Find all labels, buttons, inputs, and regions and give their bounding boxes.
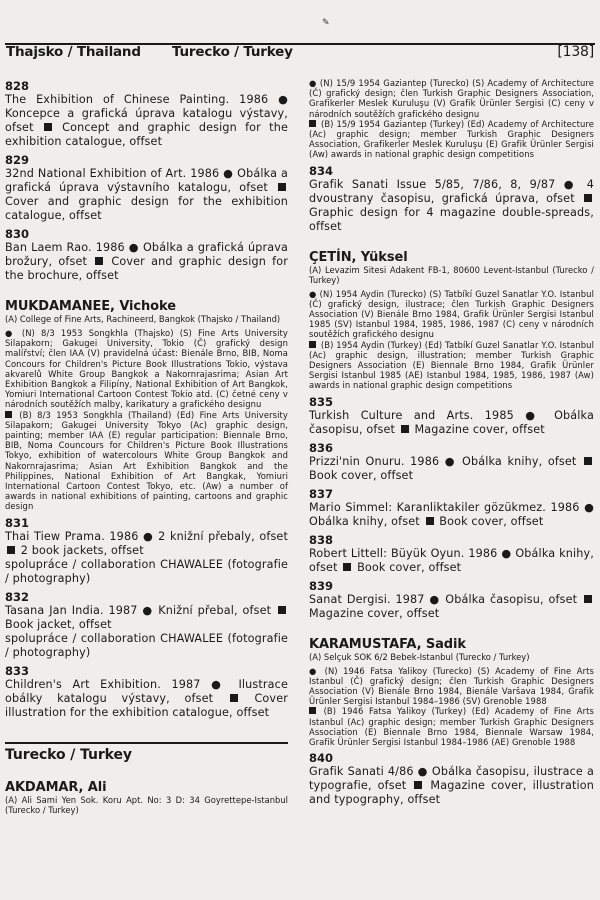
square-bullet-icon <box>584 457 592 465</box>
entry-text-en: Cover and graphic design for the brochure, offset <box>5 255 288 282</box>
entry-text-cz: Turkish Culture and Arts. 1985 ● Obálka časopisu, ofset <box>309 408 594 436</box>
catalogue-entry-839 <box>309 580 594 621</box>
entry-text-cz: Ban Laem Rao. 1986 ● Obálka a grafická úprava brožury, ofset <box>5 241 288 268</box>
artist-address: (A) Selçuk SOK 6/2 Bebek-Istanbul (Turecko / Turkey) <box>309 651 530 662</box>
artist-bio-cz: ● (N) 15/9 1954 Gaziantep (Turecko) (S) Academy of Architecture (Č) grafický design; člen Turkish Graphic Designers Association, Grafikerler Meslek Kuruluşu (V) Grafik Ürünler Sergisi (C) ceny v národních soutěžích grafického designu <box>309 78 594 119</box>
square-bullet-icon <box>584 595 592 603</box>
catalogue-entry-837 <box>309 488 594 529</box>
entry-text-en: Book jacket, offset <box>5 617 112 631</box>
entry-number: 829 <box>5 153 30 167</box>
artist-name: ÇETİN, Yüksel <box>309 249 408 265</box>
square-bullet-icon <box>309 120 316 127</box>
entry-text-cz: Robert Littell: Büyük Oyun. 1986 ● Obálka knihy, ofset <box>309 546 594 574</box>
artist-address: (A) Levazim Sitesi Adakent FB-1, 80600 Levent-Istanbul (Turecko / Turkey) <box>309 264 594 285</box>
print-mark: ✎ <box>322 18 330 28</box>
square-bullet-icon <box>7 546 15 554</box>
entry-number: 833 <box>5 663 30 678</box>
entry-collaboration: spolupráce / collaboration CHAWALEE (fotografie / photography) <box>5 557 288 585</box>
square-bullet-icon <box>309 707 316 714</box>
square-bullet-icon <box>278 606 286 614</box>
square-bullet-icon <box>230 694 238 702</box>
entry-text-cz: The Exhibition of Chinese Painting. 1986 ● Koncepce a grafická úprava katalogu výstavy, ofset <box>5 93 288 134</box>
entry-number: 836 <box>309 440 334 455</box>
artist-bio-en: (B) 1946 Fatsa Yalikoy (Turkey) (Ed) Academy of Fine Arts Istanbul (Ac) graphic design; member Turkish Graphic Designers Association (E) Biennale Brno 1984, Biennale Warsaw 1984, Grafik Ürünler Sergisi Istanbul 1984–1986 (AE) Grenoble 1988 <box>309 706 594 748</box>
square-bullet-icon <box>414 781 422 789</box>
square-bullet-icon <box>401 425 409 433</box>
entry-number: 839 <box>309 578 334 593</box>
artist-bio-en: (B) 8/3 1953 Songkhla (Thailand) (Ed) Fine Arts University Silapakorn; Gakugei University Tokyo (Ac) graphic design, painting; member IAA (E) regular participation: Biennale Brno, BIB, Noma Councours for Children's Picture Book Illustrations Tokyo, exhibition of watercolours White Group Bangkok and Nakornrajasrima; Asian Art Exhibition Bangkok and the Philippines, National Exhibition of Art Bangkak, Yomiuri International Cartoon Contest Tokyo, etc. (Aw) a number of awards in national exhibitions of painting, cartoons and graphic design <box>5 409 288 512</box>
artist-bio-cz: ● (N) 1954 Aydin (Turecko) (S) Tatbíkí Guzel Sanatlar Y.O. Istanbul (Č) grafický design, ilustrace; člen Turkish Graphic Designers Association (V) Bienále Brno 1984, Grafik Ürünler Sergisi Istanbul 1985 (SV) Istanbul 1984, 1985, 1986, 1987 (C) ceny v národních soutěžích grafického designu <box>309 288 594 340</box>
entry-text-cz: 32nd National Exhibition of Art. 1986 ● Obálka a grafická úprava výstavního katalogu, ofset <box>5 167 288 194</box>
square-bullet-icon <box>5 411 12 418</box>
catalogue-entry-833 <box>5 665 288 720</box>
entry-number: 832 <box>5 589 30 604</box>
catalogue-entry-829 <box>5 154 288 223</box>
catalogue-entry-828 <box>5 80 288 149</box>
artist-address: (A) College of Fine Arts, Rachineerd, Bangkok (Thajsko / Thailand) <box>5 314 281 324</box>
entry-collaboration: spolupráce / collaboration CHAWALEE (fotografie / photography) <box>5 631 288 659</box>
entry-number: 828 <box>5 79 30 93</box>
catalogue-entry-835 <box>309 396 594 437</box>
catalogue-entry-838 <box>309 534 594 575</box>
catalogue-entry-834 <box>309 165 594 234</box>
square-bullet-icon <box>278 183 286 191</box>
artist-bio-cz: ● (N) 8/3 1953 Songkhla (Thajsko) (S) Fine Arts University Silapakorn; Gakugei University, Tokio (Č) grafický design malířství; člen IAA (V) pravidelná účast: Bienále Brno, BIB, Noma Concours for Children's Picture Book Illustrations Tokio, výstava akvarelů White Group Bangkok a Nakornrajasrima; Asian Art Exhibition Bangkok a Filipíny, National Exhibition of Art Bangkok, Yomiuri International Cartoon Contest Tokio atd. (C) četné ceny v národních soutěžích malby, karikatury a grafického designu <box>5 328 288 410</box>
section-title: Turecko / Turkey <box>5 746 132 763</box>
entry-text-en: Magazine cover, illustration and typography, offset <box>309 779 594 807</box>
entry-text-en: Book cover, offset <box>309 468 414 482</box>
entry-text-en: Magazine cover, offset <box>414 422 545 436</box>
entry-text-en: Book cover, offset <box>439 514 544 528</box>
catalogue-entry-831 <box>5 517 288 586</box>
right-column <box>309 78 594 812</box>
entry-number: 835 <box>309 394 334 409</box>
entry-text-cz: Thai Tiew Prama. 1986 ● 2 knižní přebaly, ofset <box>5 529 288 543</box>
catalogue-entry-840 <box>309 752 594 807</box>
catalogue-entry-832 <box>5 591 288 660</box>
square-bullet-icon <box>426 517 434 525</box>
entry-text-en: Cover illustration for the exhibition catalogue, offset <box>5 691 288 719</box>
section-label-left: Thajsko / Thailand <box>6 44 141 60</box>
entry-text-en: Book cover, offset <box>357 560 462 574</box>
square-bullet-icon <box>95 257 103 265</box>
entry-number: 830 <box>5 227 30 241</box>
entry-number: 831 <box>5 515 30 530</box>
running-head <box>5 44 594 64</box>
entry-text-cz: Children's Art Exhibition. 1987 ● Ilustrace obálky katalogu výstavy, ofset <box>5 677 288 705</box>
entry-number: 837 <box>309 486 334 501</box>
catalogue-entry-830 <box>5 228 288 283</box>
artist-bio-en: (B) 15/9 1954 Gaziantep (Turkey) (Ed) Academy of Architecture (Ac) graphic design; member Turkish Graphic Designers Association, Grafikerler Meslek Kuruluşu (E) Grafik Ürünler Sergisi (Aw) awards in national graphic design competitions <box>309 118 594 160</box>
section-divider <box>5 742 288 744</box>
artist-name: MUKDAMANEE, Vichoke <box>5 299 176 314</box>
entry-text-cz: Prizzi'nin Onuru. 1986 ● Obálka knihy, ofset <box>309 454 577 468</box>
entry-text-cz: Grafik Sanati Issue 5/85, 7/86, 8, 9/87 ● 4 dvoustrany časopisu, grafická úprava, ofset <box>309 177 594 205</box>
artist-address: (A) Ali Sami Yen Sok. Koru Apt. No: 3 D: 34 Goyrettepe-Istanbul (Turecko / Turkey) <box>5 794 288 815</box>
entry-text-cz: Grafik Sanati 4/86 ● Obálka časopisu, ilustrace a typografie, ofset <box>309 765 594 793</box>
left-column <box>5 80 288 819</box>
entry-number: 834 <box>309 163 334 178</box>
entry-number: 840 <box>309 751 334 766</box>
catalogue-entry-836 <box>309 442 594 483</box>
square-bullet-icon <box>44 123 52 131</box>
square-bullet-icon <box>584 194 592 202</box>
square-bullet-icon <box>343 563 351 571</box>
artist-name: AKDAMAR, Ali <box>5 779 107 795</box>
entry-text-cz: Mario Simmel: Karanliktakiler gözükmez. 1986 ● Obálka knihy, ofset <box>309 500 594 528</box>
artist-bio-en: (B) 1954 Aydin (Turkey) (Ed) Tatbíkí Guzel Sanatlar Y.O. Istanbul (Ac) graphic design, illustration; member Turkish Graphic Designers Association (E) Biennale Brno 1984, Grafik Ürünler Sergisi Istanbul 1985 (AE) Istanbul 1984, 1985, 1986, 1987 (Aw) awards in national graphic design competitions <box>309 339 594 391</box>
entry-text-en: Cover and graphic design for the exhibition catalogue, offset <box>5 195 288 222</box>
artist-bio-cz: ● (N) 1946 Fatsa Yalikoy (Turecko) (S) Academy of Fine Arts Istanbul (Č) grafický design; člen Turkish Graphic Designers Association (V) Bienále Brno 1984, Bienále Varšava 1984, Grafik Ürünler Sergisi Istanbul 1984–1986 (SV) Grenoble 1988 <box>309 665 594 707</box>
entry-text-en: 2 book jackets, offset <box>20 543 144 557</box>
entry-text-en: Magazine cover, offset <box>309 606 440 620</box>
page-number: [138] <box>557 44 594 60</box>
entry-text-en: Concept and graphic design for the exhibition catalogue, offset <box>5 121 288 148</box>
section-label-mid: Turecko / Turkey <box>172 44 293 60</box>
entry-text-cz: Tasana Jan India. 1987 ● Knižní přebal, ofset <box>5 603 272 617</box>
entry-text-en: Graphic design for 4 magazine double-spreads, offset <box>309 205 594 233</box>
artist-name: KARAMUSTAFA, Sadik <box>309 636 466 652</box>
entry-number: 838 <box>309 532 334 547</box>
square-bullet-icon <box>309 341 316 348</box>
entry-text-cz: Sanat Dergisi. 1987 ● Obálka časopisu, ofset <box>309 592 578 606</box>
